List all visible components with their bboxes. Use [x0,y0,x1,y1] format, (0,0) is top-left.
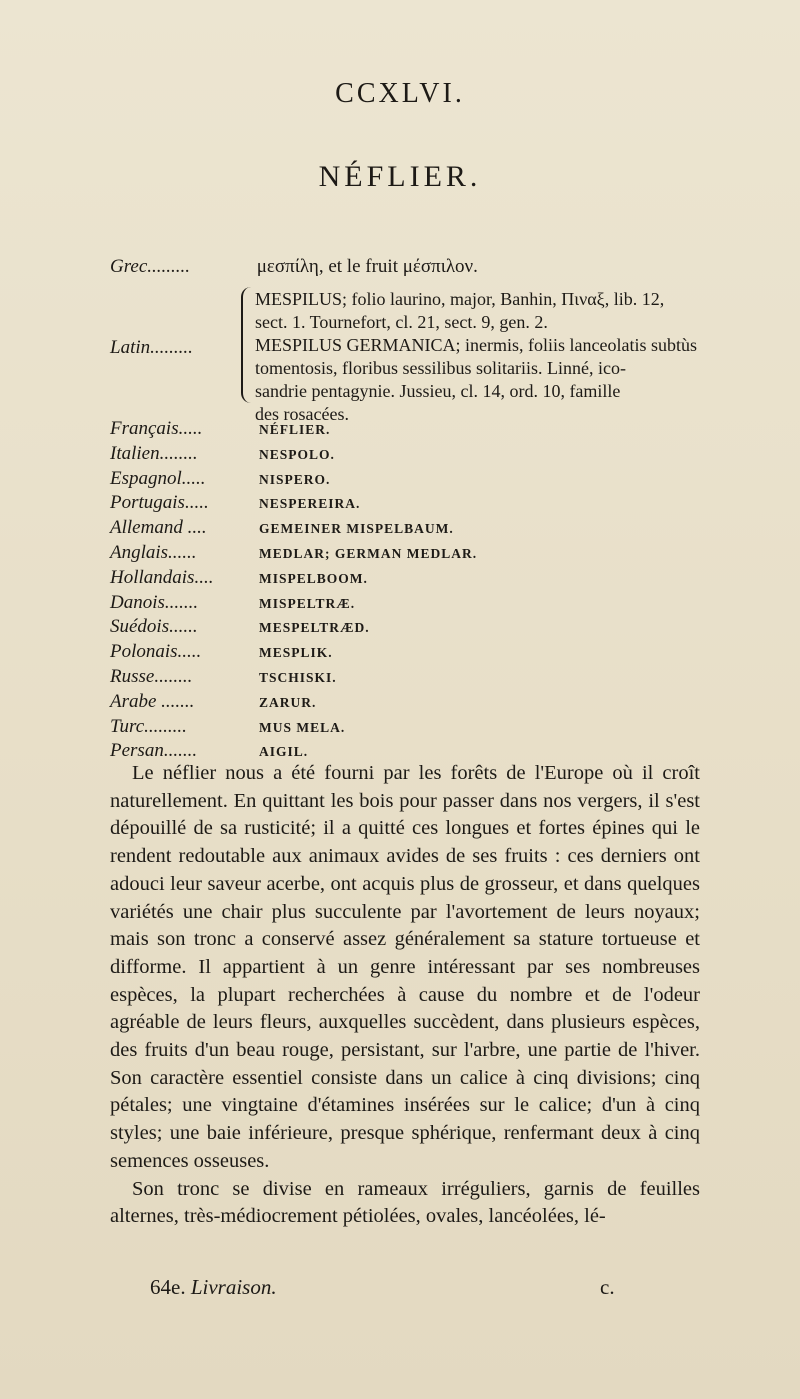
vernacular-row [110,517,477,542]
latin-line: des rosacées. [255,404,349,424]
language-label: Français..... [110,418,203,439]
vernacular-name: MISPELTRÆ. [259,595,356,611]
latin-line: MESPILUS; folio laurino, major, Banhin, Πιναξ, lib. 12, [255,289,665,309]
vernacular-name: MESPELTRÆD. [259,620,370,636]
language-label: Hollandais.... [110,566,214,588]
vernacular-row [110,592,477,617]
page-title: NÉFLIER. [318,160,482,193]
language-label: Italien........ [110,442,198,464]
latin-label: Latin......... [110,337,193,358]
language-label: Allemand .... [110,517,207,539]
vernacular-row [110,567,477,592]
grec-label: Grec......... [110,256,191,277]
vernacular-name: MISPELBOOM. [259,570,368,586]
vernacular-row [110,443,477,468]
language-label: Russe........ [110,665,193,687]
language-label: Turc......... [110,715,187,737]
vernacular-row [110,492,477,517]
vernacular-name: MESPLIK. [259,645,333,661]
language-label: Portugais..... [110,492,209,514]
latin-line: sandrie pentagynie. Jussieu, cl. 14, ord. 10, famille [255,381,621,401]
latin-brace [241,287,253,403]
vernacular-row [110,691,477,716]
paragraph: Son tronc se divise en rameaux irréguliers, garnis de feuilles alternes, très-médiocrement pétiolées, ovales, lancéolées, lé- [110,1177,700,1228]
language-label: Anglais...... [110,541,197,563]
vernacular-name: GEMEINER MISPELBAUM. [259,521,454,537]
vernacular-row [110,468,477,493]
vernacular-row [110,542,477,567]
vernacular-row [110,616,477,641]
language-label: Espagnol..... [110,467,206,489]
vernacular-name: ZARUR. [259,694,317,710]
vernacular-name: MUS MELA. [259,719,346,735]
vernacular-name: NESPEREIRA. [259,496,361,512]
vernacular-name: MEDLAR; GERMAN MEDLAR. [259,545,478,561]
language-label: Danois....... [110,591,199,613]
page-number: CCXLVI. [335,78,465,109]
livraison-label: Livraison. [190,1275,277,1299]
body-text [110,760,700,1231]
latin-block [255,288,700,426]
paragraph: Le néflier nous a été fourni par les forêts de l'Europe où il croît naturellement. En quittant les bois pour passer dans nos vergers, il s'est dépouillé de sa rusticité; il a quitté ces longues et fortes épines qui le rendent redoutable aux animaux avides de ses fruits : ces derniers ont adouci leur saveur acerbe, ont acquis plus de grosseur, et dans quelques variétés une chair plus succulente par l'avortement de leurs noyaux; mais son tronc a conservé assez généralement sa stature tortueuse et difforme. Il appartient à un genre intéressant par ses nombreuses espèces, la plupart recherchées à cause du nombre et de l'odeur agréable de leurs fleurs, auxquelles succèdent, dans plusieurs espèces, des fruits d'un beau rouge, persistant, sur l'arbre, une partie de l'hiver. Son caractère essentiel consiste dans un calice à cinq divisions; cinq pétales; une vingtaine d'étamines insérées sur le calice; d'un à cinq styles; une baie inférieure, presque sphérique, renfermant deux à cinq semences osseuses. [110,762,700,1172]
vernacular-list [110,418,477,765]
language-label: Suédois...... [110,616,198,638]
vernacular-name: TSCHISKI. [259,669,337,685]
latin-line: sect. 1. Tournefort, cl. 21, sect. 9, gen. 2. [255,312,548,332]
latin-line: MESPILUS GERMANICA; inermis, foliis lanceolatis subtùs [255,335,697,355]
vernacular-name: AIGIL. [259,744,309,760]
language-label: Polonais..... [110,641,202,663]
vernacular-row [110,418,477,443]
language-label: Arabe ....... [110,690,195,712]
language-label: Persan....... [110,740,198,762]
grec-row [110,256,478,278]
vernacular-name: NISPERO. [259,471,331,487]
vernacular-row [110,641,477,666]
grec-value: μεσπίλη, et le fruit μέσπιλον. [256,256,478,277]
latin-line: tomentosis, floribus sessilibus solitariis. Linné, ico- [255,358,626,378]
vernacular-name: NESPOLO. [259,446,335,462]
vernacular-row [110,666,477,691]
vernacular-row [110,716,477,741]
livraison-number: 64e. [150,1275,186,1299]
signature-mark: c. [600,1275,615,1299]
footer [150,1275,615,1300]
vernacular-name: NÉFLIER. [259,422,331,437]
